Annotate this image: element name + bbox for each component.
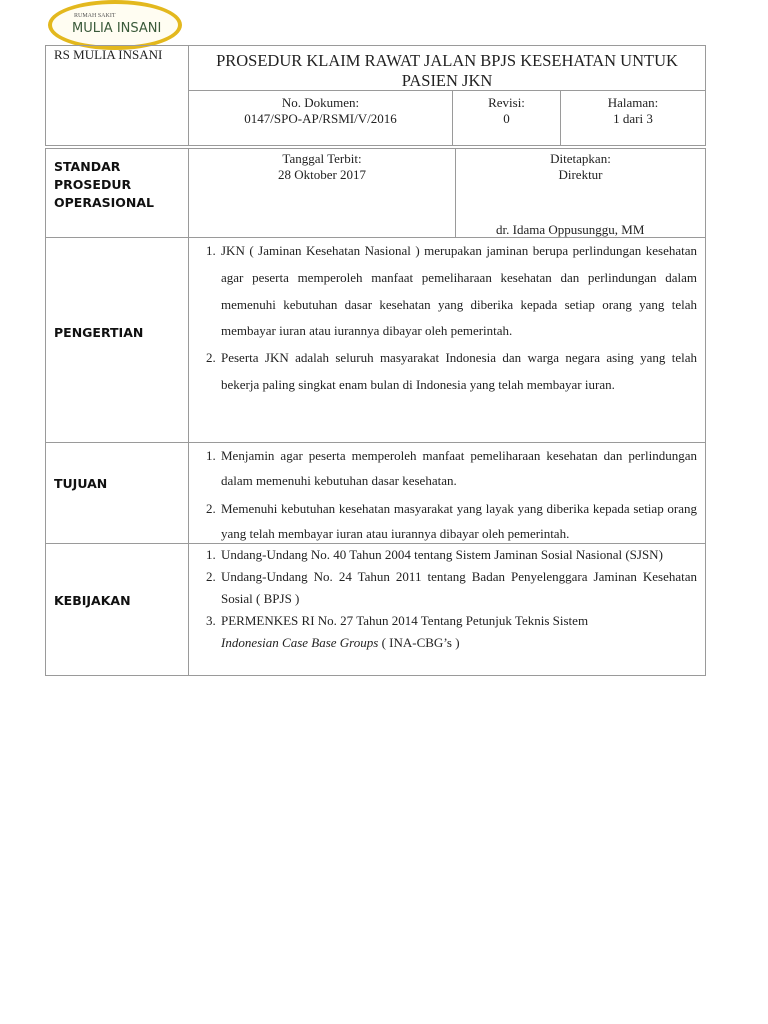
org-cell <box>45 45 189 146</box>
page-value: 1 dari 3 <box>613 111 653 126</box>
pengertian-label-cell <box>45 237 189 443</box>
page-label: Halaman: <box>607 95 659 110</box>
kebijakan-item: 2. Undang-Undang No. 24 Tahun 2011 tentang Badan Penyelenggara Jaminan Kesehatan Sosial ( BPJS ) <box>219 566 697 610</box>
kebijakan-content <box>188 543 706 676</box>
tujuan-content <box>188 442 706 544</box>
kebijakan-item-italic: Indonesian Case Base Groups <box>221 635 379 650</box>
doc-number-label: No. Dokumen: <box>281 95 360 110</box>
org-name: RS MULIA INSANI <box>54 47 163 62</box>
page-cell <box>560 90 706 146</box>
kebijakan-item-tail: ( INA-CBG’s ) <box>378 635 460 650</box>
kebijakan-label-cell <box>45 543 189 676</box>
approver-name: dr. Idama Oppusunggu, MM <box>496 222 645 237</box>
issue-date-label: Tanggal Terbit: <box>282 151 362 166</box>
revision-label: Revisi: <box>488 95 525 110</box>
pengertian-label: PENGERTIAN <box>54 325 144 340</box>
date-cell <box>188 148 456 238</box>
tujuan-label: TUJUAN <box>54 476 108 491</box>
logo-name: MULIA INSANI <box>72 21 162 36</box>
logo-small-text: RUMAH SAKIT <box>74 13 116 19</box>
pengertian-content <box>188 237 706 443</box>
doc-number-cell <box>188 90 453 146</box>
hospital-logo <box>48 0 182 50</box>
document-title: PROSEDUR KLAIM RAWAT JALAN BPJS KESEHATAN UNTUK PASIEN JKN <box>216 51 678 90</box>
revision-cell <box>452 90 561 146</box>
approver-title: Direktur <box>558 167 603 182</box>
revision-value: 0 <box>503 111 510 126</box>
pengertian-item: 1. JKN ( Jaminan Kesehatan Nasional ) merupakan jaminan berupa perlindungan kesehatan agar peserta memperoleh manfaat pemeliharaan kesehatan dan perlindungan dalam memenuhi kebutuhan dasar kesehatan yang diberika kepada setiap orang yang telah membayar iuran atau iurannya dibayar oleh pemerintah. <box>219 238 697 345</box>
tujuan-item: 2. Memenuhi kebutuhan kesehatan masyarakat yang layak yang diberika kepada setiap orang yang telah membayar iuran atau iurannya dibayar oleh pemerintah. <box>219 496 697 546</box>
issue-date-value: 28 Oktober 2017 <box>277 167 367 182</box>
kebijakan-item: 1. Undang-Undang No. 40 Tahun 2004 tentang Sistem Jaminan Sosial Nasional (SJSN) <box>219 544 697 566</box>
approval-cell <box>455 148 706 238</box>
kebijakan-item-text: PERMENKES RI No. 27 Tahun 2014 Tentang Petunjuk Teknis Sistem <box>221 613 589 628</box>
pengertian-item: 2. Peserta JKN adalah seluruh masyarakat Indonesia dan warga negara asing yang telah bekerja paling singkat enam bulan di Indonesia yang telah membayar iuran. <box>219 345 697 399</box>
tujuan-item: 1. Menjamin agar peserta memperoleh manfaat pemeliharaan kesehatan dan perlindungan dalam memenuhi kebutuhan dasar kesehatan. <box>219 443 697 493</box>
kebijakan-label: KEBIJAKAN <box>54 593 131 608</box>
kebijakan-item <box>219 610 697 654</box>
standar-label: STANDAR PROSEDUR OPERASIONAL <box>54 159 155 210</box>
doc-number-value: 0147/SPO-AP/RSMI/V/2016 <box>244 111 397 126</box>
approved-label: Ditetapkan: <box>550 151 611 166</box>
standar-label-cell <box>45 148 189 238</box>
tujuan-label-cell <box>45 442 189 544</box>
title-cell <box>188 45 706 91</box>
